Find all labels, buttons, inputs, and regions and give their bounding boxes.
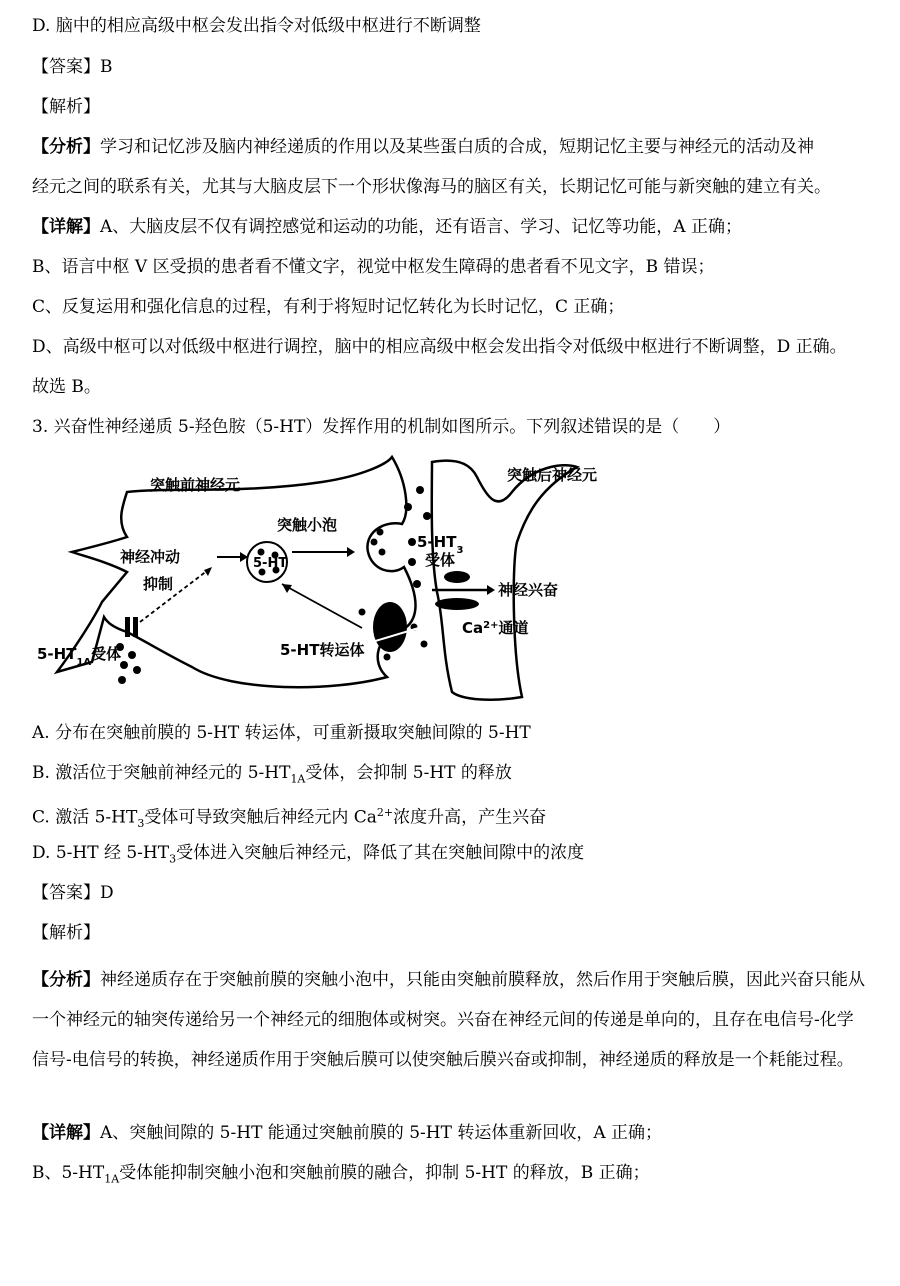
fenxi-tag: 【分析】	[32, 137, 100, 157]
prev-xiangjie-b: B、语言中枢 V 区受损的患者看不懂文字，视觉中枢发生障碍的患者看不见文字，B 错误；	[32, 257, 715, 277]
opt-b-sub: 1A	[290, 772, 306, 786]
q3-fenxi	[32, 960, 870, 1080]
answer-value: D	[100, 883, 114, 903]
opt-b-pre: B. 激活位于突触前神经元的 5-HT	[32, 763, 291, 783]
prev-conclusion: 故选 B。	[32, 377, 101, 397]
xiangjie-a-text: A、突触间隙的 5-HT 能通过突触前膜的 5-HT 转运体重新回收，A 正确；	[100, 1123, 663, 1143]
fenxi-text: 神经递质存在于突触前膜的突触小泡中，只能由突触前膜释放，然后作用于突触后膜，因此兴奋只能从一个神经元的轴突传递给另一个神经元的细胞体或树突。兴奋在神经元间的传递是单向的，且存在电信号-化学信号-电信号的转换，神经递质作用于突触后膜可以使突触后膜兴奋或抑制，神经递质的释放是一个耗能过程。	[32, 970, 865, 1070]
q3-analysis-tag: 【解析】	[32, 923, 100, 943]
opt-c-sup: 2+	[376, 806, 394, 819]
prev-analysis-tag: 【解析】	[32, 97, 100, 117]
label-ht3-receptor-word: 受体	[425, 551, 456, 569]
xj-b-post: 受体能抑制突触小泡和突触前膜的融合，抑制 5-HT 的释放，B 正确；	[119, 1163, 650, 1183]
label-post-neuron: 突触后神经元	[507, 466, 598, 484]
q3-answer	[32, 881, 870, 905]
q3-stem: 3. 兴奋性神经递质 5-羟色胺（5-HT）发挥作用的机制如图所示。下列叙述错误的是（ ）	[32, 417, 731, 437]
opt-d-sub: 3	[169, 852, 177, 866]
answer-tag: 【答案】	[32, 883, 100, 903]
prev-xiangjie-a	[32, 215, 870, 239]
synapse-diagram	[32, 452, 632, 710]
fenxi-tag: 【分析】	[32, 970, 100, 990]
opt-b-post: 受体，会抑制 5-HT 的释放	[305, 763, 512, 783]
ht3-receptor	[444, 571, 470, 583]
prev-option-d: D. 脑中的相应高级中枢会发出指令对低级中枢进行不断调整	[32, 16, 481, 36]
opt-d-pre: D. 5-HT 经 5-HT	[32, 843, 170, 863]
opt-c-pre: C. 激活 5-HT	[32, 807, 138, 828]
xj-b-sub: 1A	[104, 1172, 120, 1186]
opt-d-post: 受体进入突触后神经元，降低了其在突触间隙中的浓度	[176, 843, 585, 863]
label-transporter: 5-HT转运体	[280, 641, 365, 659]
q3-option-c	[32, 801, 870, 836]
label-inhibit: 抑制	[143, 575, 174, 593]
label-impulse: 神经冲动	[120, 548, 181, 566]
opt-c-sub: 3	[137, 817, 145, 831]
xj-b-pre: B、5-HT	[32, 1163, 105, 1183]
fenxi-text: 学习和记忆涉及脑内神经递质的作用以及某些蛋白质的合成，短期记忆主要与神经元的活动及神	[100, 137, 814, 157]
q3-option-d	[32, 841, 870, 871]
q3-option-b	[32, 761, 870, 791]
prev-fenxi-line1	[32, 135, 870, 159]
prev-xiangjie-d: D、高级中枢可以对低级中枢进行调控，脑中的相应高级中枢会发出指令对低级中枢进行不断调整，D 正确。	[32, 337, 847, 357]
label-vesicle: 突触小泡	[277, 516, 338, 534]
label-ca-channel: $Ca^{2+}$通道	[462, 619, 529, 637]
ht1a-receptor	[125, 617, 130, 637]
prev-xiangjie-c: C、反复运用和强化信息的过程，有利于将短时记忆转化为长时记忆，C 正确；	[32, 297, 625, 317]
opt-c-mid: 受体可导致突触后神经元内 Ca	[144, 807, 377, 828]
xiangjie-tag: 【详解】	[32, 217, 100, 237]
label-pre-neuron: 突触前神经元	[150, 476, 241, 494]
ht-transporter	[373, 602, 407, 652]
prev-answer	[32, 55, 870, 79]
q3-xiangjie-a	[32, 1121, 870, 1145]
xiangjie-a-text: A、大脑皮层不仅有调控感觉和运动的功能，还有语言、学习、记忆等功能，A 正确；	[100, 217, 742, 237]
prev-fenxi-line2: 经元之间的联系有关，尤其与大脑皮层下一个形状像海马的脑区有关，长期记忆可能与新突触的建立有关。	[32, 177, 831, 197]
label-ht3-receptor: $5-HT_3$	[417, 533, 464, 556]
answer-value: B	[100, 57, 113, 77]
label-ht1a: $5-HT_{1A}$受体	[37, 645, 122, 668]
q3-option-a: A. 分布在突触前膜的 5-HT 转运体，可重新摄取突触间隙的 5-HT	[32, 723, 531, 743]
xiangjie-tag: 【详解】	[32, 1123, 100, 1143]
answer-tag: 【答案】	[32, 57, 100, 77]
ca-channel	[435, 598, 479, 610]
q3-xiangjie-b	[32, 1161, 870, 1191]
opt-c-post: 浓度升高，产生兴奋	[393, 807, 547, 828]
label-vesicle-content: 5-HT	[253, 556, 288, 571]
label-excite: 神经兴奋	[498, 581, 559, 599]
